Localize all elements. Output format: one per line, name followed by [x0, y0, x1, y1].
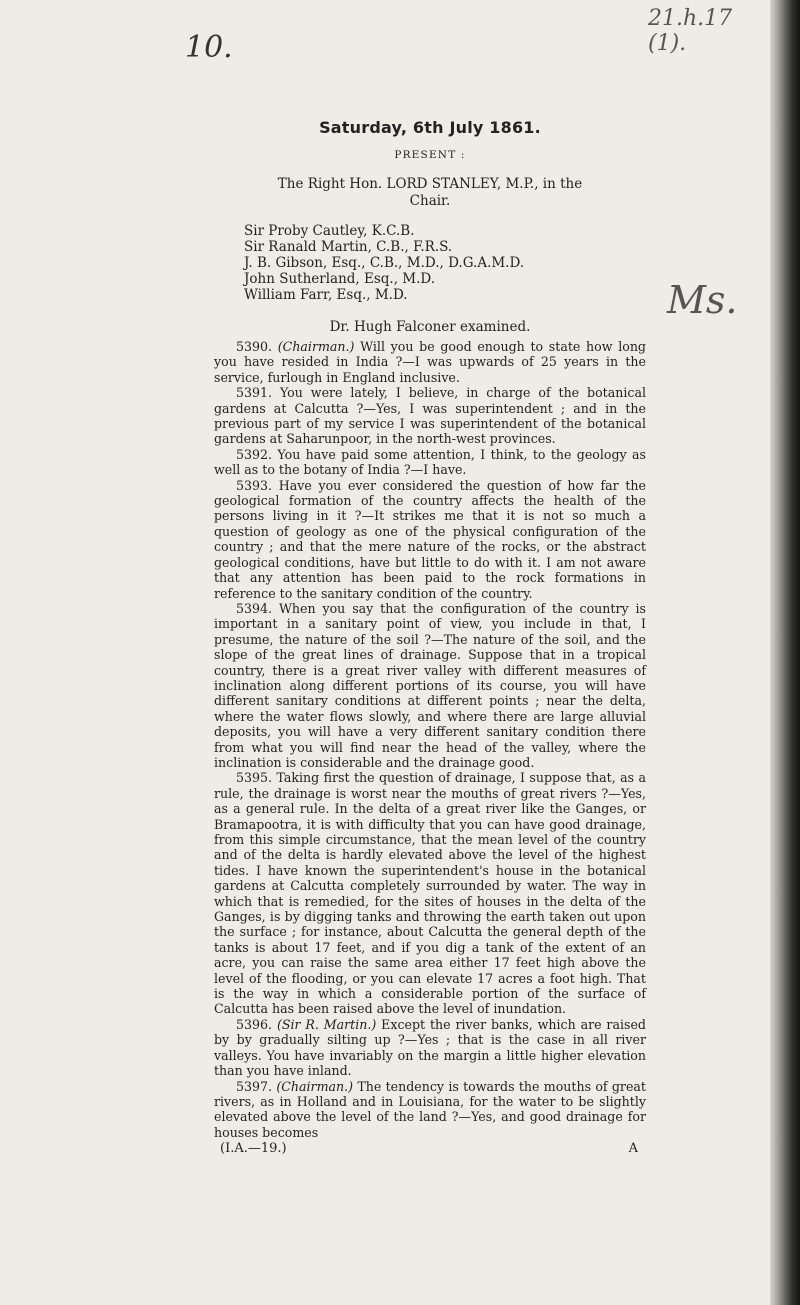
chair-statement: [214, 176, 646, 210]
testimony-paragraph: [214, 447, 646, 478]
member-item: John Sutherland, Esq., M.D.: [244, 271, 436, 287]
paragraph-text: Taking first the question of drainage, I suppose that, as a rule, the drainage is worst near the mouths of great rivers ?—Yes, as a general rule. In the delta of a great river like the Ganges, or Bramapootra, it is with difficulty that you can have good drainage, from this simple circumstance, that the mean level of the country and of the delta is hardly elevated above the level of the highest tides. I have known the superintendent's house in the botanical gardens at Calcutta completely surrounded by water. The way in which that is remedied, for the sites of houses in the delta of the Ganges, is by digging tanks and throwing the earth taken out upon the surface ; for instance, about Calcutta the general depth of the tanks is about 17 feet, and if you dig a tank of the extent of an acre, you can raise the same area either 17 feet high above the level of the flooding, or you can elevate 17 acres a foot high. That is the way in which a considerable portion of the surface of Calcutta has been raised above the level of inundation.: [214, 770, 646, 1017]
paragraph-text: When you say that the configuration of the country is important in a sanitary point of view, you include in that, I presume, the nature of the soil ?—The nature of the soil, and the slope of the great lines of drainage. Suppose that in a tropical country, there is a great river valley with different measures of inclination along different portions of its course, you will have different sanitary conditions at different points ; near the delta, where the water flows slowly, and where there are large alluvial deposits, you will have a very different sanitary condition there from what you will find near the head of the valley, where the inclination is considerable and the drainage good.: [214, 600, 646, 770]
signature-mark: (I.A.—19.): [220, 1141, 287, 1157]
question-number: 5392.: [236, 446, 273, 462]
paragraph-text: Except the river banks, which are raised by by gradually silting up ?—Yes ; that is the case in all river valleys. You have invariably on the margin a little higher elevation than you have inland.: [214, 1016, 646, 1079]
testimony: [214, 339, 646, 1140]
speaker: (Sir R. Martin.): [276, 1016, 377, 1032]
question-number: 5391.: [236, 385, 273, 401]
gathering-letter: A: [628, 1141, 638, 1157]
testimony-paragraph: [214, 385, 646, 447]
member-item: J. B. Gibson, Esq., C.B., M.D., D.G.A.M.D.: [244, 255, 525, 271]
paragraph-text: The tendency is towards the mouths of great rivers, as in Holland and in Louisiana, for the water to be slightly elevated above the level of the land ?—Yes, and good drainage for houses becomes: [214, 1078, 646, 1140]
paragraph-text: You have paid some attention, I think, to the geology as well as to the botany of India ?—I have.: [214, 446, 646, 478]
present-label: PRESENT :: [394, 149, 466, 161]
paragraph-text: You were lately, I believe, in charge of the botanical gardens at Calcutta ?—Yes, I was superintendent ; and in the previous part of my service I was superintendent of the botanical gardens at Saharunpoor, in the north-west provinces.: [214, 385, 646, 447]
book-edge: [770, 0, 800, 1305]
question-number: 5396.: [236, 1016, 273, 1032]
member-item: William Farr, Esq., M.D.: [244, 287, 408, 303]
testimony-paragraph: [214, 1079, 646, 1141]
speaker: (Chairman.): [277, 339, 355, 354]
chair-line-1: The Right Hon. LORD STANLEY, M.P., in the: [277, 176, 583, 192]
testimony-paragraph: [214, 478, 646, 601]
session-date: Saturday, 6th July 1861.: [319, 118, 541, 137]
page-footer: [214, 1141, 646, 1156]
speaker: (Chairman.): [276, 1078, 354, 1094]
member-item: Sir Ranald Martin, C.B., F.R.S.: [244, 239, 453, 255]
testimony-paragraph: [214, 601, 646, 770]
folio-number: 10.: [185, 30, 233, 65]
question-number: 5394.: [236, 600, 273, 616]
text-column: [214, 118, 646, 1156]
testimony-paragraph: [214, 339, 646, 385]
witness-line: Dr. Hugh Falconer examined.: [329, 319, 531, 335]
question-number: 5397.: [236, 1078, 273, 1094]
question-number: 5393.: [236, 477, 273, 493]
margin-note: Ms.: [667, 278, 738, 322]
member-item: Sir Proby Cautley, K.C.B.: [244, 223, 415, 239]
members-list: [244, 223, 646, 303]
question-number: 5395.: [236, 770, 273, 786]
pressmark: 21.h.17 (1).: [648, 6, 733, 56]
chair-line-2: Chair.: [409, 193, 451, 209]
paragraph-text: Have you ever considered the question of how far the geological formation of the country affects the health of the persons living in it ?—It strikes me that it is not so much a question of geology as one of the physical configuration of the country ; and that the mere nature of the rocks, or the abstract geological conditions, have but little to do with it. I am not aware that any attention has been paid to the rock formations in reference to the sanitary condition of the country.: [214, 477, 646, 601]
question-number: 5390.: [236, 339, 273, 354]
testimony-paragraph: [214, 770, 646, 1017]
testimony-paragraph: [214, 1017, 646, 1079]
paragraph-text: Will you be good enough to state how long you have resided in India ?—I was upwards of 25 years in the service, furlough in England inclusive.: [214, 339, 646, 385]
